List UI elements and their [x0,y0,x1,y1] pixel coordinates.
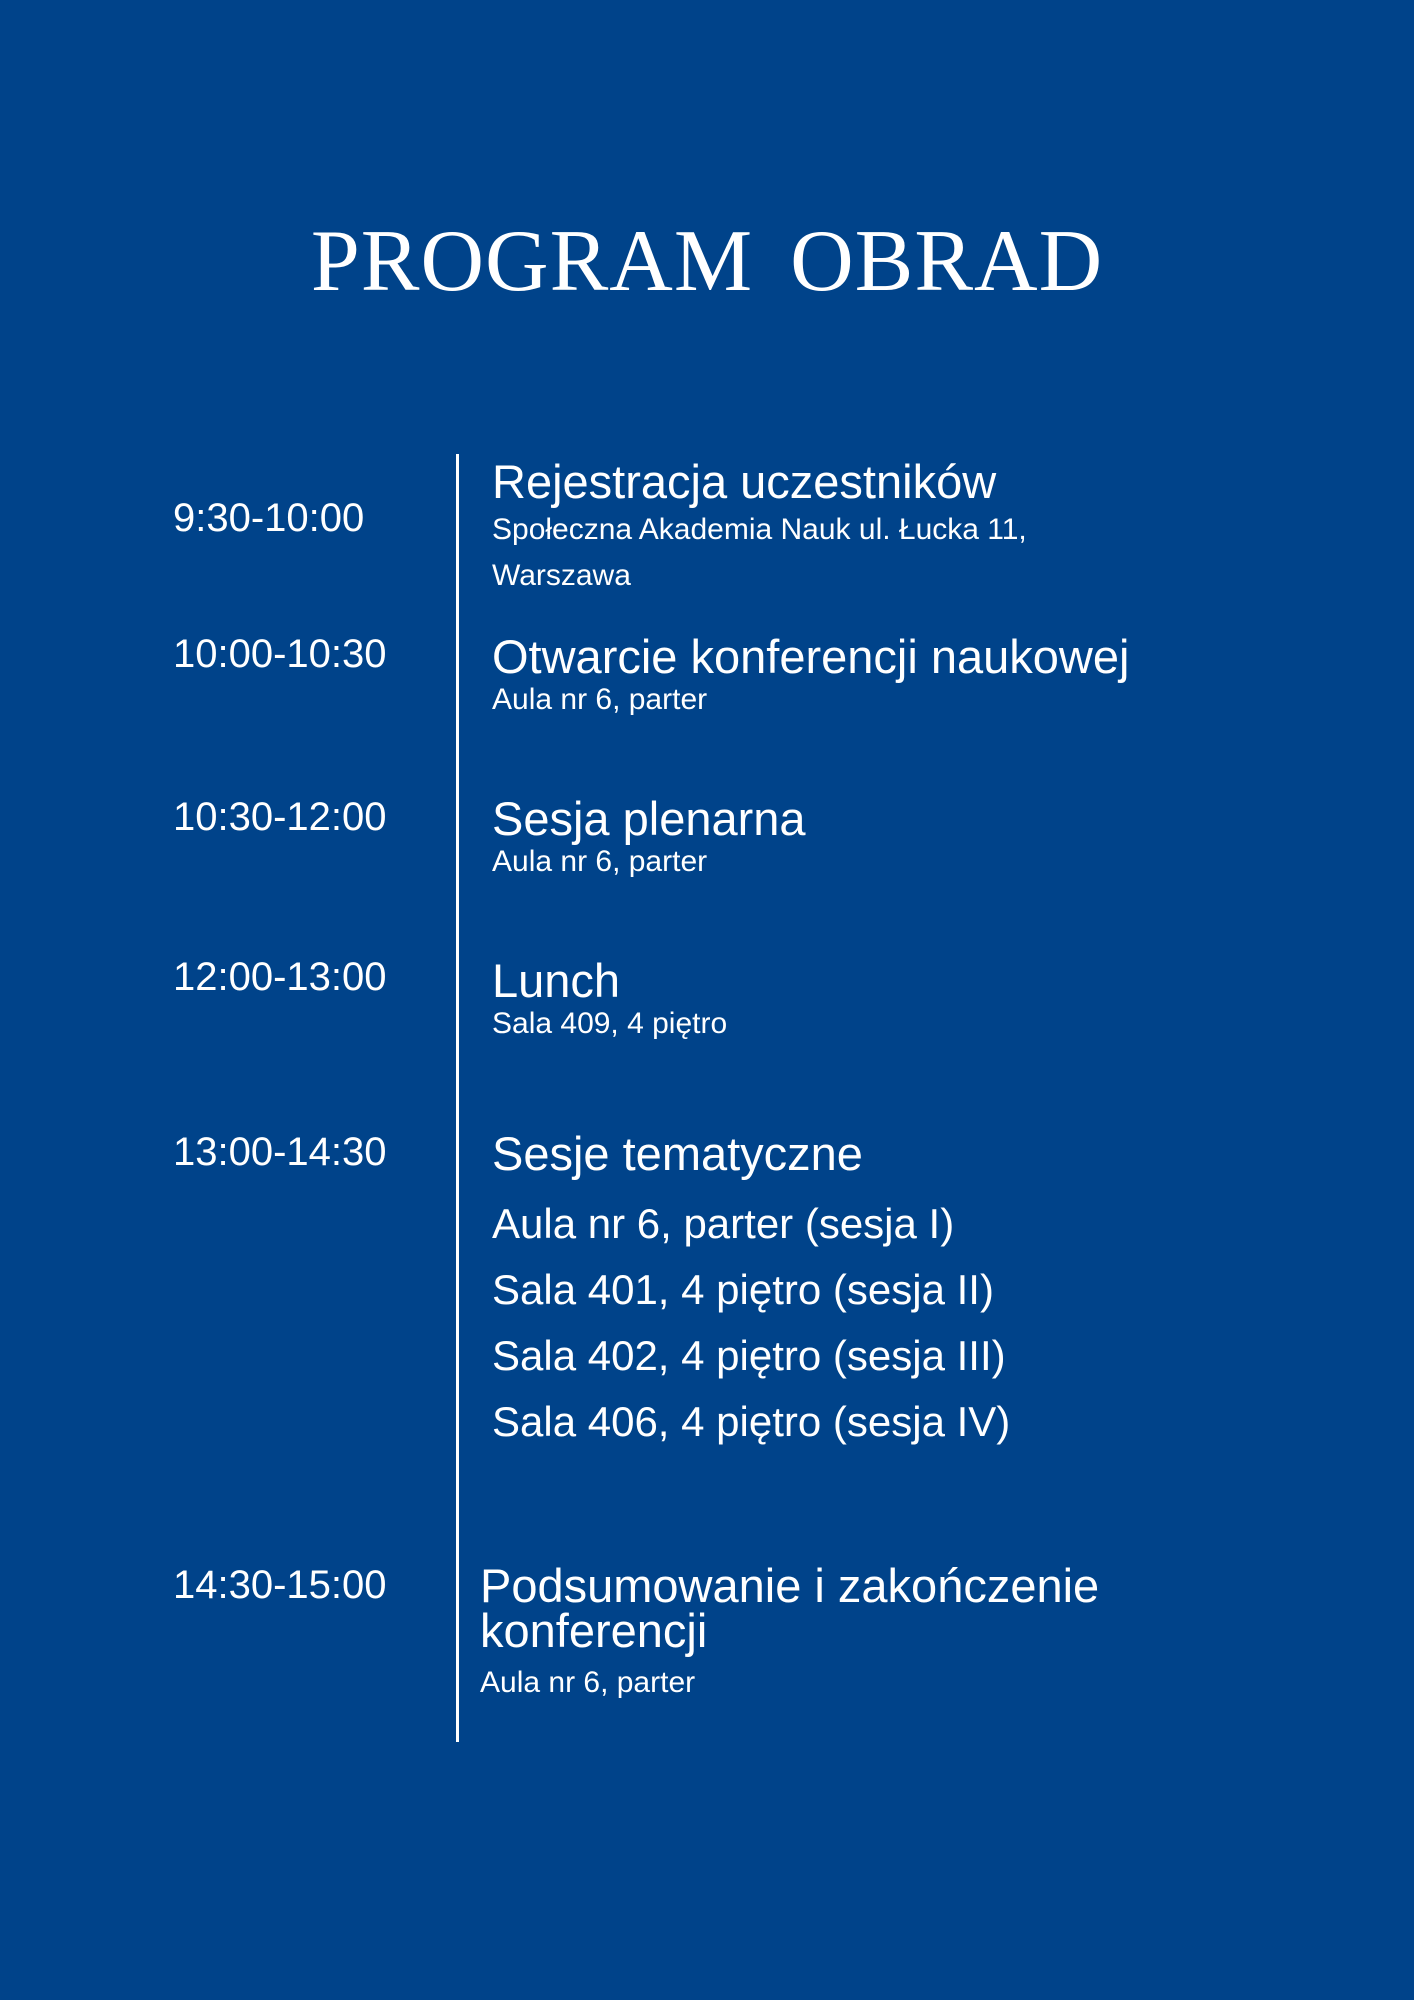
session-item: Sala 406, 4 piętro (sesja IV) [492,1398,1011,1445]
agenda-time-registration: 9:30-10:00 [173,496,365,540]
agenda-item-sessions [492,1127,1352,1455]
agenda-time-lunch: 12:00-13:00 [173,955,387,999]
agenda-time-plenary: 10:30-12:00 [173,795,387,839]
agenda-item-plenary [492,792,1352,880]
session-item: Sala 402, 4 piętro (sesja III) [492,1332,1006,1379]
agenda-title: Podsumowanie i zakończenie konferencji [480,1559,1100,1657]
agenda-time-closing: 14:30-15:00 [173,1563,387,1607]
session-list [492,1191,1352,1455]
agenda-location: Społeczna Akademia Nauk ul. Łucka 11, Warszawa [492,513,1027,592]
agenda-time-opening: 10:00-10:30 [173,632,387,676]
agenda-location: Sala 409, 4 piętro [492,1007,728,1040]
agenda-item-lunch [492,954,1352,1042]
session-item: Sala 401, 4 piętro (sesja II) [492,1266,994,1313]
agenda-title: Lunch [492,954,621,1007]
timeline-divider [456,454,459,1742]
session-item: Aula nr 6, parter (sesja I) [492,1200,955,1247]
agenda-item-registration [492,455,1112,599]
agenda-title: Sesja plenarna [492,792,806,845]
agenda-location: Aula nr 6, parter [480,1666,696,1700]
agenda-location: Aula nr 6, parter [492,683,708,716]
agenda-title: Otwarcie konferencji naukowej [492,630,1130,683]
agenda-title: Sesje tematyczne [492,1127,863,1180]
agenda-title: Rejestracja uczestników [492,455,997,508]
agenda-item-opening [492,630,1352,718]
page-title: PROGRAM OBRAD [310,213,1104,310]
agenda-item-closing [480,1559,1240,1701]
agenda-time-sessions: 13:00-14:30 [173,1130,387,1174]
agenda-location: Aula nr 6, parter [492,845,708,878]
